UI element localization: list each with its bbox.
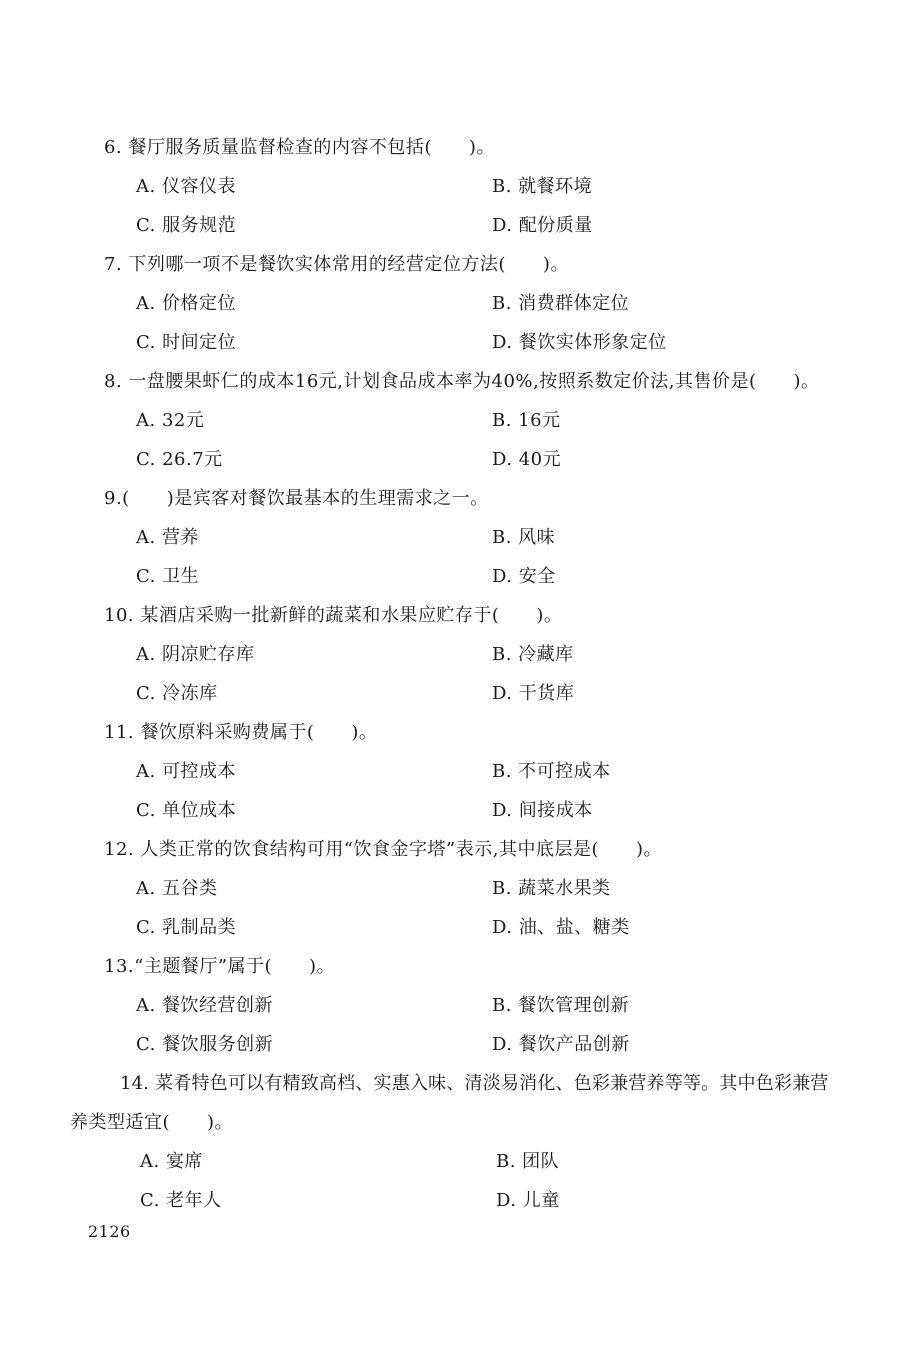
question-stem: 8. 一盘腰果虾仁的成本16元,计划食品成本率为40%,按照系数定价法,其售价是( )。 [104,371,820,392]
option-b: B. 风味 [492,527,556,548]
option-b: B. 冷藏库 [492,644,574,665]
option-a: A. 餐饮经营创新 [136,995,273,1016]
option-c: C. 乳制品类 [136,917,237,938]
option-d: D. 油、盐、糖类 [492,917,630,938]
option-d: D. 40元 [492,449,562,470]
option-b: B. 蔬菜水果类 [492,878,611,899]
question-stem: 14. 菜肴特色可以有精致高档、实惠入味、清淡易消化、色彩兼营养等等。其中色彩兼营 [120,1073,829,1094]
option-a: A. 可控成本 [136,761,236,782]
option-c: C. 餐饮服务创新 [136,1034,274,1055]
option-b: B. 餐饮管理创新 [492,995,630,1016]
option-a: A. 价格定位 [136,293,236,314]
question-stem: 12. 人类正常的饮食结构可用“饮食金字塔”表示,其中底层是( )。 [104,839,663,860]
option-b: B. 16元 [492,410,561,431]
option-d: D. 间接成本 [492,800,593,821]
option-a: A. 宴席 [140,1151,203,1172]
option-a: A. 仪容仪表 [136,176,236,197]
question-stem: 7. 下列哪一项不是餐饮实体常用的经营定位方法( )。 [104,254,569,275]
option-a: A. 营养 [136,527,199,548]
question-stem: 11. 餐饮原料采购费属于( )。 [104,722,378,743]
option-b: B. 不可控成本 [492,761,611,782]
option-c: C. 卫生 [136,566,200,587]
option-a: A. 阴凉贮存库 [136,644,255,665]
option-d: D. 儿童 [496,1190,560,1211]
option-c: C. 时间定位 [136,332,237,353]
option-c: C. 冷冻库 [136,683,218,704]
option-c: C. 26.7元 [136,449,223,470]
question-stem: 13.“主题餐厅”属于( )。 [104,956,336,977]
question-stem: 10. 某酒店采购一批新鲜的蔬菜和水果应贮存于( )。 [104,605,563,626]
question-stem-continued: 养类型适宜( )。 [70,1112,234,1133]
option-d: D. 餐饮产品创新 [492,1034,630,1055]
option-c: C. 老年人 [140,1190,222,1211]
page-code: 2126 [88,1222,131,1241]
option-a: A. 五谷类 [136,878,218,899]
option-d: D. 餐饮实体形象定位 [492,332,667,353]
question-stem: 9.( )是宾客对餐饮最基本的生理需求之一。 [104,488,489,509]
option-c: C. 服务规范 [136,215,237,236]
option-d: D. 干货库 [492,683,575,704]
option-b: B. 就餐环境 [492,176,593,197]
option-d: D. 安全 [492,566,556,587]
option-b: B. 消费群体定位 [492,293,630,314]
question-stem: 6. 餐厅服务质量监督检查的内容不包括( )。 [104,137,495,158]
option-d: D. 配份质量 [492,215,593,236]
option-c: C. 单位成本 [136,800,237,821]
option-b: B. 团队 [496,1151,560,1172]
option-a: A. 32元 [136,410,205,431]
